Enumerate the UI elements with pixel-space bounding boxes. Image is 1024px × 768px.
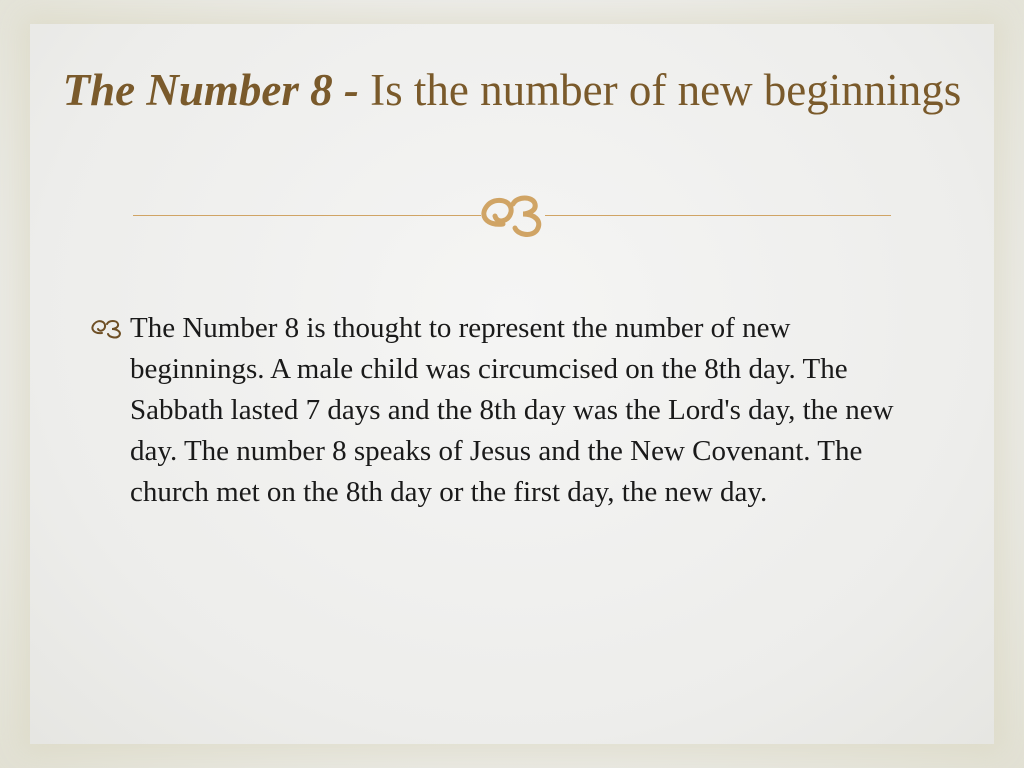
bullet-text: The Number 8 is thought to represent the number of new beginnings. A male child was circumcised on the 8th day. The Sabbath lasted 7 days and the 8th day was the Lord's day, the new day. The number 8 speaks of Jesus and the New Covenant. The church met on the 8th day or the first day, the new day. <box>130 312 894 508</box>
flourish-ornament-icon <box>473 190 551 240</box>
bullet-item <box>88 308 928 513</box>
title-divider <box>133 190 891 240</box>
slide-title-rest: Is the number of new beginnings <box>358 65 962 115</box>
divider-rule-right <box>545 215 891 216</box>
slide-title <box>60 60 964 120</box>
slide-body <box>88 308 928 513</box>
flourish-bullet-icon <box>88 317 124 339</box>
divider-rule-left <box>133 215 481 216</box>
slide-title-lead: The Number 8 - <box>62 65 359 115</box>
